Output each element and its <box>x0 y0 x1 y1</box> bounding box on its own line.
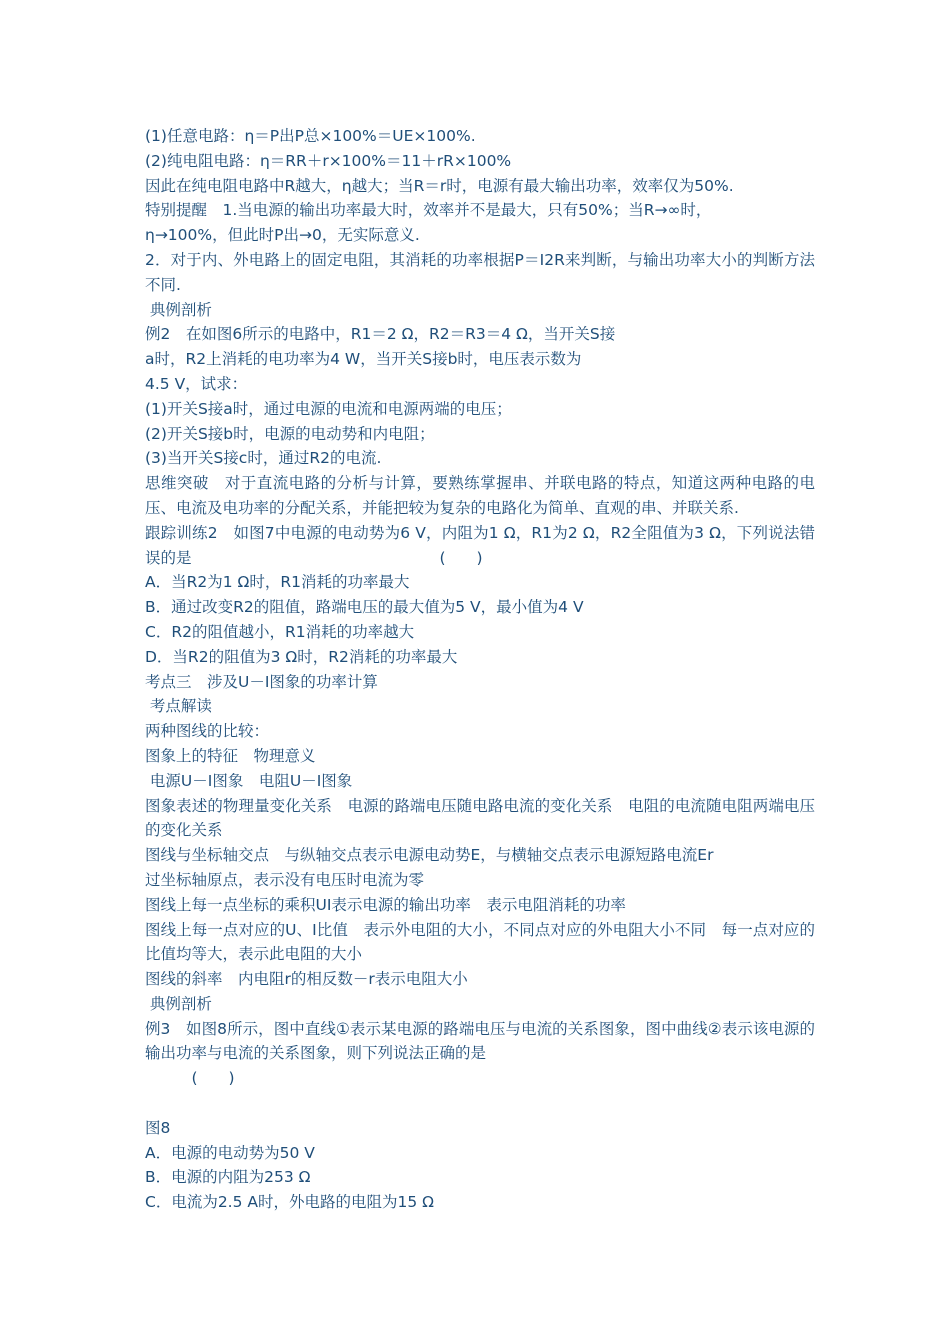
document-body <box>145 124 815 1215</box>
table-row: 图线与坐标轴交点 与纵轴交点表示电源电动势E，与横轴交点表示电源短路电流Er <box>145 846 714 865</box>
text-paragraph: 例3 如图8所示，图中直线①表示某电源的路端电压与电流的关系图象，图中曲线②表示该电源的输出功率与电流的关系图象，则下列说法正确的是 <box>145 1019 815 1063</box>
table-row: 图象表述的物理量变化关系 电源的路端电压随电路电流的变化关系 电阻的电流随电阻两端电压的变化关系 <box>145 796 815 840</box>
answer-option: D．当R2的阻值为3 Ω时，R2消耗的功率最大 <box>145 647 458 666</box>
text-line: 两种图线的比较： <box>145 722 270 741</box>
answer-option: B．通过改变R2的阻值，路端电压的最大值为5 V，最小值为4 V <box>145 598 584 617</box>
question-item: (3)当开关S接c时，通过R2的电流. <box>145 449 382 468</box>
table-row: 图线的斜率 内电阻r的相反数－r表示电阻大小 <box>145 970 468 989</box>
table-row: 图线上每一点坐标的乘积UI表示电源的输出功率 表示电阻消耗的功率 <box>145 895 626 914</box>
text-line: a时，R2上消耗的电功率为4 W，当开关S接b时，电压表示数为 <box>145 350 582 369</box>
answer-option: A．电源的电动势为50 V <box>145 1143 315 1162</box>
blank-line <box>145 1091 815 1116</box>
text-paragraph: 2．对于内、外电路上的固定电阻，其消耗的功率根据P＝I2R来判断，与输出功率大小的判断方法不同. <box>145 250 815 294</box>
question-item: (1)开关S接a时，通过电源的电流和电源两端的电压； <box>145 399 512 418</box>
answer-bracket: ( ) <box>145 1069 235 1088</box>
section-heading: 考点解读 <box>145 697 212 716</box>
answer-option: A．当R2为1 Ω时，R1消耗的功率最大 <box>145 573 410 592</box>
example-heading: 例2 在如图6所示的电路中，R1＝2 Ω，R2＝R3＝4 Ω，当开关S接 <box>145 325 616 344</box>
section-heading: 典例剖析 <box>145 300 212 319</box>
text-paragraph: 跟踪训练2 如图7中电源的电动势为6 V，内阻为1 Ω，R1为2 Ω，R2全阻值为3 Ω，下列说法错误的是 ( ) <box>145 523 815 567</box>
text-line: 4.5 V，试求： <box>145 374 248 393</box>
text-line: η→100%，但此时P出→0，无实际意义. <box>145 226 420 245</box>
text-paragraph: 思维突破 对于直流电路的分析与计算，要熟练掌握串、并联电路的特点，知道这两种电路的电压、电流及电功率的分配关系，并能把较为复杂的电路化为简单、直观的串、并联关系. <box>145 474 815 517</box>
table-row: 图象上的特征 物理意义 <box>145 746 316 765</box>
text-line: 因此在纯电阻电路中R越大，η越大；当R＝r时，电源有最大输出功率，效率仅为50%. <box>145 176 734 195</box>
table-row: 过坐标轴原点，表示没有电压时电流为零 <box>145 870 425 889</box>
figure-caption: 图8 <box>145 1118 171 1137</box>
question-item: (2)开关S接b时，电源的电动势和内电阻； <box>145 424 435 443</box>
answer-option: C．R2的阻值越小，R1消耗的功率越大 <box>145 622 415 641</box>
table-row: 图线上每一点对应的U、I比值 表示外电阻的大小，不同点对应的外电阻大小不同 每一点对应的比值均等大，表示此电阻的大小 <box>145 920 815 964</box>
answer-option: B．电源的内阻为253 Ω <box>145 1168 311 1187</box>
text-line: (1)任意电路：η＝P出P总×100%＝UE×100%. <box>145 127 476 145</box>
table-row: 电源U－I图象 电阻U－I图象 <box>145 771 353 790</box>
text-line: 特别提醒 1.当电源的输出功率最大时，效率并不是最大，只有50%；当R→∞时， <box>145 201 712 220</box>
text-line: (2)纯电阻电路：η＝RR＋r×100%＝11＋rR×100% <box>145 151 512 170</box>
answer-option: C．电流为2.5 A时，外电路的电阻为15 Ω <box>145 1193 434 1212</box>
section-heading: 典例剖析 <box>145 994 212 1013</box>
section-heading: 考点三 涉及U－I图象的功率计算 <box>145 672 378 691</box>
